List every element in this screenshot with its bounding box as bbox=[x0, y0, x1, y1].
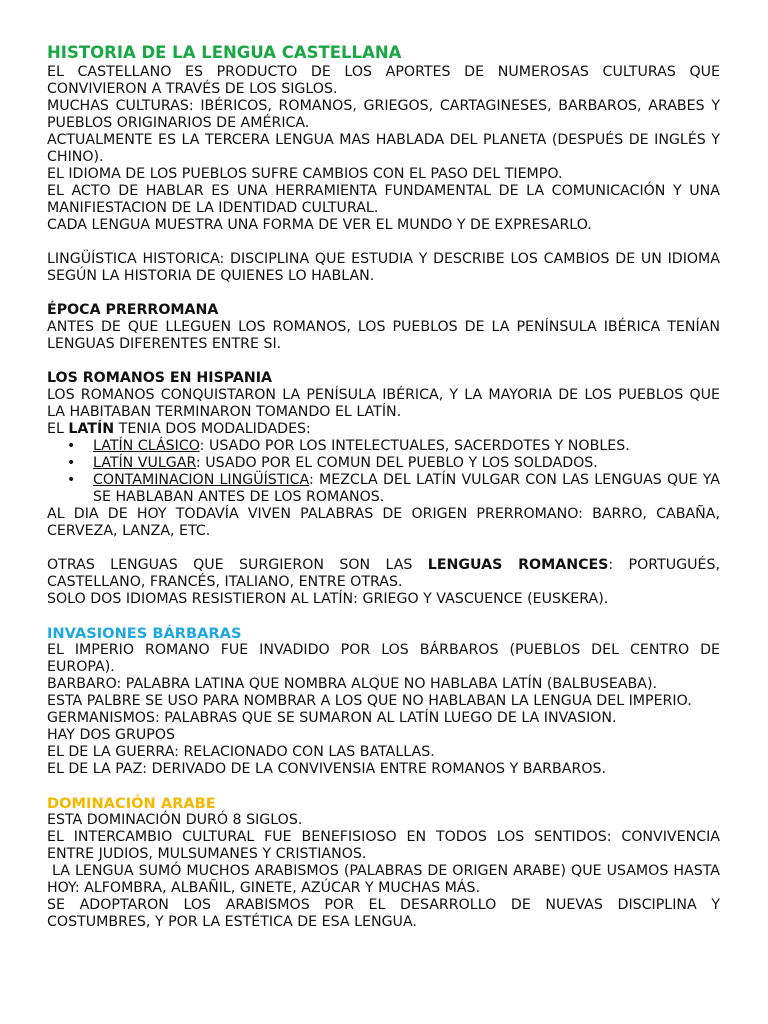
romances-post: : PORTUGUÉS, CASTELLANO, FRANCÉS, ITALIANO, ENTRE OTRAS. bbox=[47, 557, 720, 590]
prerromana-text: ANTES DE QUE LLEGUEN LOS ROMANOS, LOS PUEBLOS DE LA PENÍNSULA IBÉRICA TENÍAN LENGUAS DIFERENTES ENTRE SI. bbox=[47, 319, 720, 352]
list-item bbox=[67, 438, 720, 455]
spacer bbox=[47, 285, 720, 302]
romances-text bbox=[47, 557, 720, 591]
invasiones-line: EL IMPERIO ROMANO FUE INVADIDO POR LOS BÁRBAROS (PUEBLOS DEL CENTRO DE EUROPA). bbox=[47, 642, 720, 675]
latin-bold: LATÍN bbox=[68, 421, 115, 437]
invasiones-line: GERMANISMOS: PALABRAS QUE SE SUMARON AL LATÍN LUEGO DE LA INVASION. bbox=[47, 710, 617, 726]
list-item bbox=[67, 472, 721, 506]
intro-section bbox=[47, 64, 720, 234]
romances-bold: LENGUAS ROMANCES bbox=[427, 557, 609, 573]
invasiones-line: HAY DOS GRUPOS bbox=[47, 727, 176, 743]
list-item-desc: : MEZCLA DEL LATÍN VULGAR CON LAS LENGUAS QUE YA SE HABLABAN ANTES DE LOS ROMANOS. bbox=[93, 472, 721, 505]
document-title: HISTORIA DE LA LENGUA CASTELLANA bbox=[47, 43, 402, 62]
invasiones-line: ESTA PALBRE SE USO PARA NOMBRAR A LOS QUE NO HABLABAN LA LENGUA DEL IMPERIO. bbox=[47, 693, 692, 709]
invasiones-line: BARBARO: PALABRA LATINA QUE NOMBRA ALQUE NO HABLABA LATÍN (BALBUSEABA). bbox=[47, 676, 657, 692]
list-item-desc: : USADO POR LOS INTELECTUALES, SACERDOTES Y NOBLES. bbox=[199, 438, 630, 454]
bullet-icon: • bbox=[67, 472, 76, 488]
dominacion-heading: DOMINACIÓN ARABE bbox=[47, 795, 216, 812]
list-item-term: LATÍN CLÁSICO bbox=[93, 438, 200, 454]
dominacion-line: EL INTERCAMBIO CULTURAL FUE BENEFISIOSO EN TODOS LOS SENTIDOS: CONVIVENCIA ENTRE JUDIOS, MULSUMANES Y CRISTIANOS. bbox=[47, 829, 720, 862]
list-item-term: CONTAMINACION LINGÜÍSTICA bbox=[93, 472, 310, 488]
romances-pre: OTRAS LENGUAS QUE SURGIERON SON LAS bbox=[47, 557, 428, 573]
latin-pre: EL bbox=[47, 421, 69, 437]
resistieron-text: SOLO DOS IDIOMAS RESISTIERON AL LATÍN: GRIEGO Y VASCUENCE (EUSKERA). bbox=[47, 591, 609, 607]
spacer bbox=[47, 608, 720, 625]
invasiones-line: EL DE LA GUERRA: RELACIONADO CON LAS BATALLAS. bbox=[47, 744, 435, 760]
intro-line: MUCHAS CULTURAS: IBÉRICOS, ROMANOS, GRIEGOS, CARTAGINESES, BARBAROS, ARABES Y PUEBLOS ORIGINARIOS DE AMÉRICA. bbox=[47, 98, 720, 131]
spacer bbox=[47, 540, 720, 557]
dominacion-line: ESTA DOMINACIÓN DURÓ 8 SIGLOS. bbox=[47, 812, 303, 828]
intro-line: EL CASTELLANO ES PRODUCTO DE LOS APORTES DE NUMEROSAS CULTURAS QUE CONVIVIERON A TRAVÉS DE LOS SIGLOS. bbox=[47, 64, 720, 97]
prerromano-words: AL DIA DE HOY TODAVÍA VIVEN PALABRAS DE ORIGEN PRERROMANO: BARRO, CABAÑA, CERVEZA, LANZA, ETC. bbox=[47, 506, 720, 539]
invasiones-line: EL DE LA PAZ: DERIVADO DE LA CONVIVENSIA ENTRE ROMANOS Y BARBAROS. bbox=[47, 761, 607, 777]
bullet-icon: • bbox=[67, 438, 76, 454]
list-item-desc: : USADO POR EL COMUN DEL PUEBLO Y LOS SOLDADOS. bbox=[195, 455, 598, 471]
latin-post: TENIA DOS MODALIDADES: bbox=[114, 421, 311, 437]
prerromana-heading: ÉPOCA PRERROMANA bbox=[47, 302, 219, 318]
latin-modalidades bbox=[47, 421, 720, 438]
document-page bbox=[47, 43, 725, 931]
invasiones-heading: INVASIONES BÁRBARAS bbox=[47, 625, 242, 642]
dominacion-line: SE ADOPTARON LOS ARABISMOS POR EL DESARROLLO DE NUEVAS DISCIPLINA Y COSTUMBRES, Y POR LA ESTÉTICA DE ESA LENGUA. bbox=[47, 897, 720, 930]
intro-line: ACTUALMENTE ES LA TERCERA LENGUA MAS HABLADA DEL PLANETA (DESPUÉS DE INGLÉS Y CHINO). bbox=[47, 132, 720, 165]
romanos-text: LOS ROMANOS CONQUISTARON LA PENÍSULA IBÉRICA, Y LA MAYORIA DE LOS PUEBLOS QUE LA HABITABAN TERMINARON TOMANDO EL LATÍN. bbox=[47, 387, 720, 420]
spacer bbox=[47, 778, 720, 795]
dominacion-line: LA LENGUA SUMÓ MUCHOS ARABISMOS (PALABRAS DE ORIGEN ARABE) QUE USAMOS HASTA HOY: ALFOMBRA, ALBAÑIL, GINETE, AZÚCAR Y MUCHAS MÁS. bbox=[47, 863, 725, 896]
spacer bbox=[47, 234, 720, 251]
spacer bbox=[47, 353, 720, 370]
intro-line: EL ACTO DE HABLAR ES UNA HERRAMIENTA FUNDAMENTAL DE LA COMUNICACIÓN Y UNA MANIFIESTACION DE LA IDENTIDAD CULTURAL. bbox=[47, 183, 720, 216]
linguistica-definition: LINGÜÍSTICA HISTORICA: DISCIPLINA QUE ESTUDIA Y DESCRIBE LOS CAMBIOS DE UN IDIOMA SEGÚN LA HISTORIA DE QUIENES LO HABLAN. bbox=[47, 251, 720, 284]
modalidades-list bbox=[47, 438, 720, 506]
list-item bbox=[67, 455, 720, 472]
intro-line: CADA LENGUA MUESTRA UNA FORMA DE VER EL MUNDO Y DE EXPRESARLO. bbox=[47, 217, 592, 233]
bullet-icon: • bbox=[67, 455, 76, 471]
romanos-heading: LOS ROMANOS EN HISPANIA bbox=[47, 370, 273, 386]
list-item-term: LATÍN VULGAR bbox=[93, 455, 196, 471]
intro-line: EL IDIOMA DE LOS PUEBLOS SUFRE CAMBIOS CON EL PASO DEL TIEMPO. bbox=[47, 166, 563, 182]
